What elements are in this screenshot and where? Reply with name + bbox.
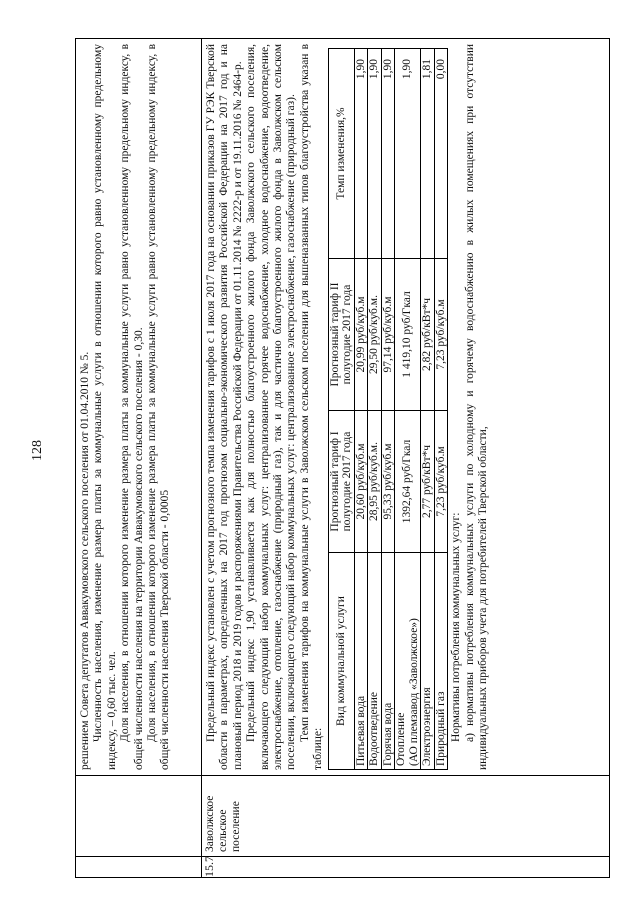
paragraph: Предельный индекс 1,90 устанавливается как для полностью благоустроенного жилого фонда Заволжского сельского поселения, включающего следующий набор коммунальных услуг: централизованное горячее водоснабжение, холодное водоснабжение, водоотведение, электроснабжение, отопление, газоснабжение (природный газ), так и для частично благоустроенного жилого фонда в Заволжском сельском поселении, включающего следующий набор коммунальных услуг: централизованное электроснабжение, газоснабжение (природный газ). (245, 44, 298, 770)
table-cell: Природный газ (434, 553, 448, 770)
table-row-previous (76, 39, 202, 878)
header-cell: Прогнозный тариф II полугодие 2017 года (328, 259, 354, 411)
row-number-empty (76, 857, 202, 878)
table-cell: Электроэнергия (421, 553, 435, 770)
paragraph: Доля населения, в отношении которого изменение размера платы за коммунальные услуги равно установленному предельному индексу, в общей численности населения на территории Аввакумовского сельского поселения - 0,30. (119, 44, 145, 770)
table-cell: 0,00 (434, 49, 448, 259)
table-cell: 95,33 руб/куб.м (381, 411, 395, 553)
table-cell: 1 419,10 руб/Гкал (395, 259, 421, 411)
paragraph: Доля населения, в отношении которого изменение размера платы за коммунальные услуги равно установленному предельному индексу, в общей численности населения Тверской области - 0,0005 (146, 44, 172, 770)
rotated-document (75, 38, 610, 878)
paragraph: решением Совета депутатов Аввакумовского сельского поселения от 01.04.2010 № 5. (79, 351, 91, 770)
table-row (368, 49, 382, 770)
paragraph: а) нормативы потребления коммунальных услуги по холодному и горячему водоснабжению в жилых помещениях при отсутствии индивидуальных приборов учета для потребителей Тверской области, (463, 44, 489, 770)
table-cell: Отопление (АО племзавод «Заволжское») (395, 553, 421, 770)
table-row (381, 49, 395, 770)
tariff-table (328, 48, 449, 770)
table-cell: 2,82 руб/кВт*ч (421, 259, 435, 411)
header-cell: Темп изменения,% (328, 49, 354, 259)
table-row (434, 49, 448, 770)
table-cell: 1,90 (368, 49, 382, 259)
paragraph: Численность населения, изменение размера платы за коммунальные услуги в отношении которого равно установленному предельному индексу, – 0,60 тыс. чел. (92, 44, 118, 770)
table-cell: 1,90 (354, 49, 368, 259)
table-cell: 1392,64 руб/Гкал (395, 411, 421, 553)
table-cell: Питьевая вода (354, 553, 368, 770)
table-cell: 1,81 (421, 49, 435, 259)
previous-row-body (76, 39, 202, 776)
main-table (75, 38, 610, 878)
header-cell: Вид коммунальной услуги (328, 553, 354, 770)
table-cell: Горячая вода (381, 553, 395, 770)
table-cell: Водоотведение (368, 553, 382, 770)
table-cell: 7,23 руб/куб.м (434, 259, 448, 411)
paragraph: Темп изменения тарифов на коммунальные услуги в Заволжском сельском поселении для вышеназванных типов благоустройства указан в таблице: (298, 44, 325, 770)
table-cell: 1,90 (395, 49, 421, 259)
tariff-table-body (354, 49, 448, 770)
table-cell: 2,77 руб/кВт*ч (421, 411, 435, 553)
table-cell: 20,99 руб/куб.м (354, 259, 368, 411)
paragraph: Предельный индекс установлен с учетом прогнозного темпа изменения тарифов с 1 июля 2017 года на основании приказов ГУ РЭК Тверской области в параметрах, определенных на 2017 год прогнозом социально-экономического развития Российской Федерации на 2017 год и на плановый период 2018 и 2019 годов и распоряжениями Правительства Российской Федерации от 01.11.2014 № 2222-р и от 19.11.2016 № 2464-р. (205, 44, 244, 770)
row-name-empty (76, 776, 202, 857)
table-cell: 7,23 руб/куб.м (434, 411, 448, 553)
header-cell: Прогнозный тариф I полугодие 2017 года (328, 411, 354, 553)
paragraph: Нормативы потребления коммунальных услуг: (450, 512, 463, 742)
table-cell: 20,60 руб/куб.м (354, 411, 368, 553)
table-cell: 28,95 руб/куб.м. (368, 411, 382, 553)
table-row (354, 49, 368, 770)
settlement-name: Заволжское сельское поселение (202, 776, 610, 857)
table-cell: 1,90 (381, 49, 395, 259)
tariff-header-row (328, 49, 354, 770)
table-cell: 97,14 руб/куб.м (381, 259, 395, 411)
row-body (202, 39, 610, 776)
page-number: 128 (30, 440, 45, 461)
table-cell: 29,50 руб/куб.м. (368, 259, 382, 411)
row-number: 15.7 (202, 857, 610, 878)
table-row-zavolzhskoe (202, 39, 610, 878)
table-row (395, 49, 421, 770)
table-row (421, 49, 435, 770)
